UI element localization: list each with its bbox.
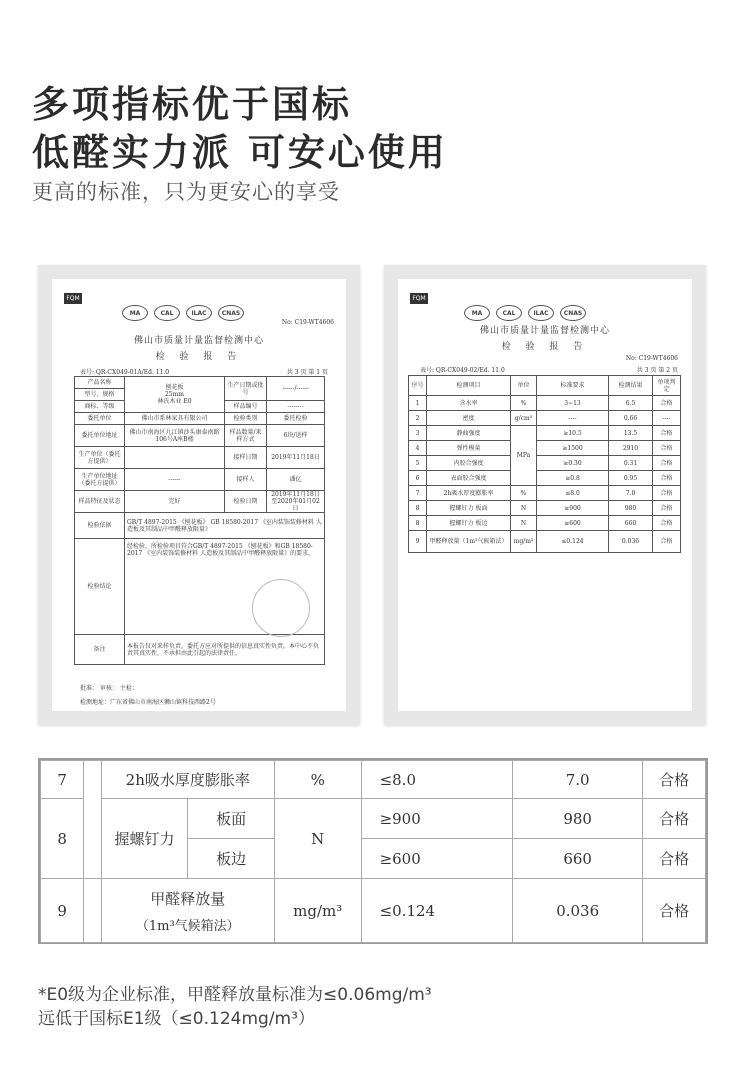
requirement: ≥600 [361,839,513,879]
unit: % [274,761,361,799]
cell: 合格 [653,396,681,411]
cell: ≥900 [537,501,609,516]
verdict: 合格 [643,761,706,799]
footnote-line1: *E0级为企业标准，甲醛释放量标准为≤0.06mg/m³ [38,985,432,1005]
center-name: 佛山市质量计量监督检测中心 [133,336,264,346]
report-frame-right [384,265,706,725]
ilac-logo: ILAC [528,305,554,321]
cell: 13.5 [609,426,653,441]
cell: 6 [409,471,427,486]
cell: 生产日期或批号 [225,377,267,401]
cell: 980 [609,501,653,516]
cert-logos [464,305,586,321]
verdict: 合格 [643,879,706,943]
cell: ≥0.30 [537,456,609,471]
headline-line1: 多项指标优于国标 [32,83,352,126]
doc-title: 检 验 报 告 [155,352,243,362]
cell: 生产单位地址（委托方提供） [75,469,125,491]
cell: 委托单位地址 [75,425,125,447]
cell: 接样日期 [225,447,267,469]
cell: 合格 [653,501,681,516]
cell: 2019年11月18日 [267,447,325,469]
cell: N [511,501,537,516]
cell: 佛山市南海区九江镇沙头康泰南路106号A座B楼 [125,425,225,447]
cell: ≥600 [537,516,609,531]
cell: 备注 [75,635,125,665]
cell: 合格 [653,456,681,471]
ma-logo: MA [122,305,148,321]
result: 0.036 [513,879,643,943]
test-item-line1: 甲醛释放量 [150,889,226,908]
cell: 检验日期 [225,491,267,513]
cell: 静曲强度 [427,426,511,441]
report-number: No: C19-WT4606 [625,355,678,362]
doc-title: 检 验 报 告 [501,342,589,352]
cell: -------- [267,401,325,413]
fqm-badge: FQM [64,293,82,304]
ilac-logo: ILAC [186,305,212,321]
cert-logos [122,305,244,321]
test-item: 握螺钉力 [101,799,188,879]
cell [125,447,225,469]
headline-line2: 低醛实力派 可安心使用 [32,131,448,174]
header-cell: 检测结果 [609,376,653,396]
unit: mg/m³ [274,879,361,943]
zoomed-results-table [38,758,708,944]
cell: 合格 [653,486,681,501]
cell: ≤8.0 [537,486,609,501]
report-page-1 [52,279,346,711]
cell-line: 25mm [164,391,184,398]
cell: 握螺钉力 板边 [427,516,511,531]
cell: ------/------ [267,377,325,401]
cnas-logo: CNAS [560,305,586,321]
cell: 3~13 [537,396,609,411]
cell: 6块/送样 [267,425,325,447]
address: 检测地址：广东省佛山市南海区狮山镇科技西路2号 [80,699,216,706]
verdict: 合格 [643,839,706,879]
cell: 合格 [653,516,681,531]
requirement: ≤0.124 [361,879,513,943]
cell: 0.036 [609,531,653,553]
cell: 合格 [653,441,681,456]
row-number: 8 [41,799,84,879]
cell: 经检验，所检验项目符合GB/T 4897-2015 《刨花板》和GB 18580-2017 《室内装饰装修材料 人造板及其制品中甲醛释放限量》的要求。 [125,539,325,635]
cell: 6.5 [609,396,653,411]
cell: 样品数量/来样方式 [225,425,267,447]
header-cell: 单位 [511,376,537,396]
cell: 2 [409,411,427,426]
cell: 生产单位（委托方提供） [75,447,125,469]
row-number: 7 [41,761,84,799]
cell [125,377,225,413]
cell: 合格 [653,471,681,486]
ma-logo: MA [464,305,490,321]
spacer-cell [84,879,101,943]
row-number: 9 [41,879,84,943]
cell: 表面胶合强度 [427,471,511,486]
center-name: 佛山市质量计量监督检测中心 [479,326,610,336]
report-frame-left [38,265,360,725]
cell: 内胶合强度 [427,456,511,471]
cell: 检验依据 [75,513,125,539]
cell: 检验结论 [75,539,125,635]
cell: 样品编号 [225,401,267,413]
cell: 5 [409,456,427,471]
cell: 8 [409,501,427,516]
cell: 样品特征及状态 [75,491,125,513]
cell: 3 [409,426,427,441]
form-number: 表号: QR-CX049-02/Ed. 11.0 [420,367,505,374]
test-results-table [408,375,681,553]
verdict: 合格 [643,799,706,839]
requirement: ≥900 [361,799,513,839]
cell: 甲醛释放量（1m³气候箱法） [427,531,511,553]
spacer-cell [84,761,101,879]
cell: ≤0.124 [537,531,609,553]
cell: ---- [537,411,609,426]
cell: 检验类别 [225,413,267,425]
cell: 4 [409,441,427,456]
cell: ---- [653,411,681,426]
cell: 7.0 [609,486,653,501]
cell: 本报告仅对来样负责。委托方应对所提供的信息真实性负责。本中心不负责其真实性，不承担由此引起的法律责任。 [125,635,325,665]
test-item: 2h吸水厚度膨胀率 [101,761,274,799]
cell: 商标、等级 [75,401,125,413]
page-indicator: 共 3 页 第 2 页 [636,367,678,374]
sub-item: 板面 [188,799,275,839]
header-cell: 单项判定 [653,376,681,396]
cell: 合格 [653,531,681,553]
cell: 密度 [427,411,511,426]
cell: 弹性模量 [427,441,511,456]
cell: 型号、规格 [75,389,125,401]
cell: 9 [409,531,427,553]
header-cell: 检测项目 [427,376,511,396]
cell: % [511,486,537,501]
cell: N [511,516,537,531]
page-indicator: 共 3 页 第 1 页 [286,369,328,376]
cell: 660 [609,516,653,531]
cell: g/cm³ [511,411,537,426]
cell: 0.31 [609,456,653,471]
cell-line: 林氏木业 E0 [157,398,192,405]
cell: 产品名称 [75,377,125,389]
test-item-line2: （1m³气候箱法） [135,918,240,934]
cell: 8 [409,516,427,531]
cell: 1 [409,396,427,411]
fqm-badge: FQM [410,293,428,304]
header-cell: 标准要求 [537,376,609,396]
result: 980 [513,799,643,839]
sub-item: 板边 [188,839,275,879]
cell: ≥0.8 [537,471,609,486]
official-seal [252,579,310,637]
cnas-logo: CNAS [218,305,244,321]
cell: % [511,396,537,411]
cell: GB/T 4897-2015 《刨花板》 GB 18580-2017 《室内装饰装修材料 人造板及其制品中甲醛释放限量》 [125,513,325,539]
header-cell: 序号 [409,376,427,396]
cal-logo: CAL [496,305,522,321]
unit: N [274,799,361,879]
report-number: No: C19-WT4606 [281,319,334,326]
cell: ≥1500 [537,441,609,456]
result: 660 [513,839,643,879]
report-page-2 [398,279,692,711]
cal-logo: CAL [154,305,180,321]
requirement: ≤8.0 [361,761,513,799]
form-number: 表号: QR-CX049-01A/Ed. 11.0 [80,369,170,376]
test-item [101,879,274,943]
cell: 0.95 [609,471,653,486]
cell: MPa [511,426,537,486]
cell: 2910 [609,441,653,456]
result: 7.0 [513,761,643,799]
signatures: 批准： 审核： 主检： [80,685,138,692]
cell: 潘亿 [267,469,325,491]
cell: 佛山市系林家具有限公司 [125,413,225,425]
cell: 7 [409,486,427,501]
cell: 2019年11月18日至2020年01月02日 [267,491,325,513]
cell: ------ [125,469,225,491]
cell: 接样人 [225,469,267,491]
footnote-line2: 远低于国标E1级（≤0.124mg/m³） [38,1009,315,1029]
cell: 委托检验 [267,413,325,425]
cell-line: 刨花板 [165,384,184,391]
cell: mg/m³ [511,531,537,553]
cell: 握螺钉力 板面 [427,501,511,516]
headline-subtitle: 更高的标准，只为更安心的享受 [32,180,340,204]
cell: 合格 [653,426,681,441]
cell: 含水率 [427,396,511,411]
cell: 完好 [125,491,225,513]
cell: 0.66 [609,411,653,426]
cell: 委托单位 [75,413,125,425]
cell: 2h吸水厚度膨胀率 [427,486,511,501]
cell: ≥10.5 [537,426,609,441]
